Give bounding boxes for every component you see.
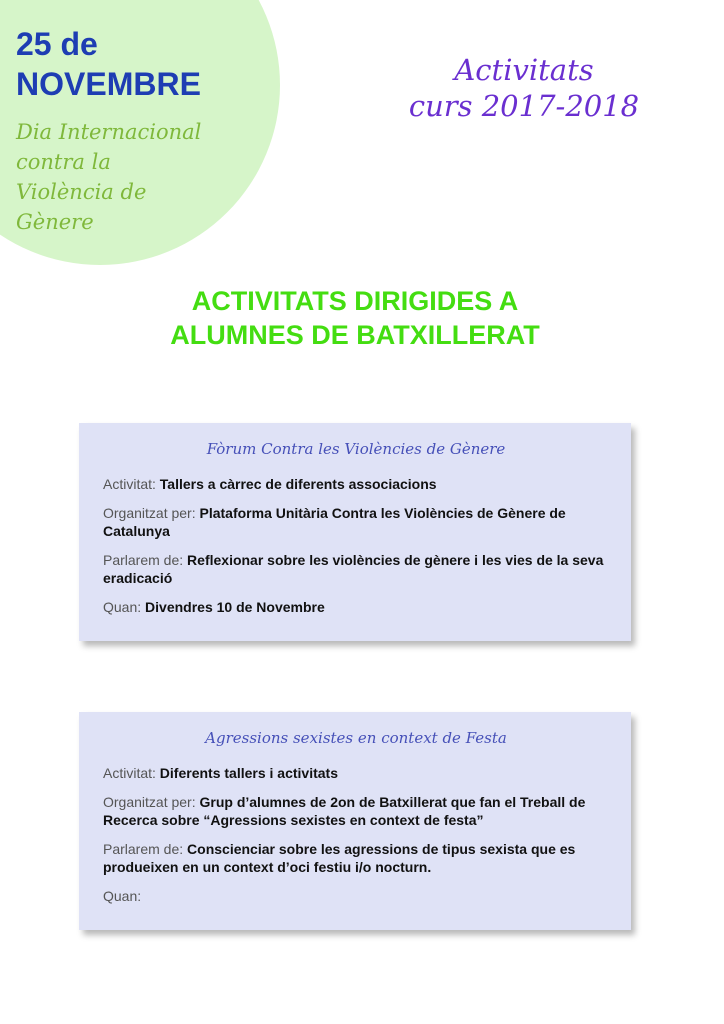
when-row: Quan: Divendres 10 de Novembre [103,599,325,615]
when-row: Quan: [103,888,142,904]
section-title: ACTIVITATS DIRIGIDES A ALUMNES DE BATXILLERAT [170,286,540,350]
international-day-text: Dia Internacional contra la Violència de Gènere [16,120,202,234]
activity-row: Activitat: Tallers a càrrec de diferents associacions [103,476,437,492]
topic-row: Parlarem de: Reflexionar sobre les violències de gènere i les vies de la seva eradicació [103,552,604,586]
card-title: Fòrum Contra les Violències de Gènere [206,440,506,458]
card-title: Agressions sexistes en context de Festa [205,729,507,747]
course-year-title: Activitats curs 2017-2018 [408,53,640,123]
date-heading: 25 de NOVEMBRE [16,26,201,102]
activity-card-festa [79,712,631,930]
activity-card-forum [79,423,631,641]
organizer-row: Organitzat per: Grup d’alumnes de 2on de Batxillerat que fan el Treball de Recerca sobre “Agressions sexistes en context de festa” [103,794,586,828]
activity-row: Activitat: Diferents tallers i activitats [103,765,338,781]
organizer-row: Organitzat per: Plataforma Unitària Contra les Violències de Gènere de Catalunya [103,505,566,539]
topic-row: Parlarem de: Conscienciar sobre les agressions de tipus sexista que es produeixen en un context d’oci festiu i/o nocturn. [103,841,576,875]
